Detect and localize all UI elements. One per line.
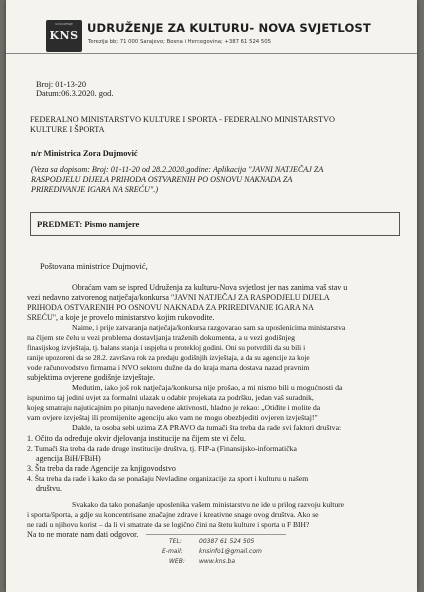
list-item: 2. Tumači šta treba da rade druge institucije društva, tj. FIP-a (Finansijsko-informatička: [27, 444, 297, 453]
recipient-attention: n/r Ministrica Zora Dujmović: [31, 149, 138, 158]
body-line: PRIHODA OSTVARENIH PO OSNOVU NAKNADA ZA PRIREDIVANJE IGARA NA: [27, 303, 314, 312]
body-line: vam ovjere izvještaj ili promijenite agenciju ako vam ne mogu obezbjediti ovjeren izvještaj!": [27, 413, 318, 422]
body-line: vode računovodstvo firmama i NVO sektoru dužne da do kraja marta dostava nazad pravnim: [27, 363, 310, 372]
footer-email-value: knsinfo1@gmail.com: [199, 548, 262, 555]
salutation: Poštovana ministrice Dujmović,: [40, 262, 148, 271]
body-line: Dakle, ta osoba sebi uzima ZA PRAVO da tumači šta treba da rade svi faktori društva:: [72, 423, 342, 432]
list-item: 3. Šta treba da rade Agencije za knjigovodstvo: [27, 464, 176, 473]
closing-line: Svakako da tako ponašanje uposlenika vašem ministarstvu ne ide u prilog razvoju kulture: [72, 500, 345, 509]
footer-tel-label: TEL:: [169, 538, 182, 545]
body-line: SREĆU", a koje je provelo ministarstvo kojim rukovodite.: [27, 313, 215, 322]
body-line: kojeg smatraju najuticajnim po pitanju navedene aktivnosti, hladno je rekao: „Otiđite i molite da: [27, 403, 321, 412]
body-line: na čijem ste čelu u vezi problema dostavljanja traženih dokumenta, a u vezi godišnjeg: [27, 333, 296, 342]
list-item: 1. Očito da određuje okvir djelovanja institucije na čijem ste vi čelu.: [27, 434, 246, 443]
kns-logo: [46, 20, 82, 52]
footer-web-value: www.kns.ba: [199, 558, 236, 565]
closing-line: ne radi u njihovu korist – da li vi smatrate da se logično čini na štetu kulture i sporta u F BIH?: [27, 520, 310, 529]
organization-address: Terezija bb; 71 000 Sarajevo; Bosna i Hercegovina; +387 61 524 505: [88, 39, 271, 45]
document-number: Broj: 01-13-20: [36, 80, 87, 89]
recipient-line-2: KULTURE I ŠPORTA: [30, 125, 105, 134]
subject-label: PREDMET: Pismo namjere: [37, 219, 140, 229]
document-date: Datum:06.3.2020. god.: [36, 89, 114, 98]
recipient-line-1: FEDERALNO MINISTARSTVO KULTURE I SPORTA - FEDERALNO MINISTARSTVO: [30, 115, 335, 124]
body-line: vezi nedavno zatvorenog natječaja/konkursa "JAVNI NATJEČAJ ZA RASPODJELU DIJELA: [27, 293, 330, 302]
header-divider: [6, 53, 417, 54]
logo-top-text: UDRUŽENJE: [55, 22, 73, 26]
footer-email-label: E-mail:: [162, 548, 183, 555]
body-line: subjektima ovjerene godišnje izvještaje.: [27, 373, 155, 382]
body-line: Obraćam vam se ispred Udruženja za kulturu-Nova svjetlost jer nas zanima vaš stav u: [72, 283, 348, 292]
list-item: agencija BiH/FBiH): [36, 454, 101, 463]
reference-line: RASPODJELU DIJELA PRIHODA OSTVARENIH PO OSNOVU NAKNADA ZA: [31, 175, 293, 184]
reference-line: PRIREDIVANJE IGARA NA SREĆU".): [31, 185, 159, 194]
list-item: 4. Šta treba da rade i kako da se ponašaju Nevladine organizacije za sport i kulturu u našem: [27, 474, 309, 483]
body-line: finasijskog izvještaja, tj. balans stanja i uspjeha u protekloj godini. Oni su potvrdili da su bili i: [27, 343, 306, 352]
footer-divider: [146, 534, 286, 535]
organization-name: UDRUŽENJE ZA KULTURU- NOVA SVJETLOST: [87, 21, 371, 35]
body-line: ispunimo taj jedini uvjet za formalni ulazak u odabir projekata za podršku, jedan vaš suradnik,: [27, 393, 314, 402]
footer-web-label: WEB:: [169, 558, 185, 565]
subject-box: [30, 212, 400, 236]
reference-line: (Veza sa dopisom: Broj: 01-11-20 od 28.2.2020.godine: Aplikacija "JAVNI NATJEČAJ ZA: [31, 165, 324, 174]
closing-line: i sporta/športa, a gdje su koncentrisane značajne zdrave i kreativne snage ovog društva. Ako se: [27, 510, 319, 519]
logo-text: KNS: [49, 29, 79, 42]
body-line: ranije upozoreni da se 28.2. završava rok za predaju godišnjih izvještaja, a da su agencije za koje: [27, 353, 310, 362]
letter-page: [6, 0, 417, 592]
body-line: Naime, i prije zatvaranja natječaja/konkursa razgovarao sam sa uposlenicima ministarstva: [72, 323, 346, 332]
list-item: društvu.: [36, 484, 62, 493]
body-line: Međutim, iako još rok natječaja/konkursa nije prošao, a mi nismo bili u mogućnosti da: [72, 383, 343, 392]
footer-tel-value: 00387 61 524 505: [199, 538, 255, 545]
closing-line: Na to ne morate nam dati odgovor.: [27, 530, 139, 539]
